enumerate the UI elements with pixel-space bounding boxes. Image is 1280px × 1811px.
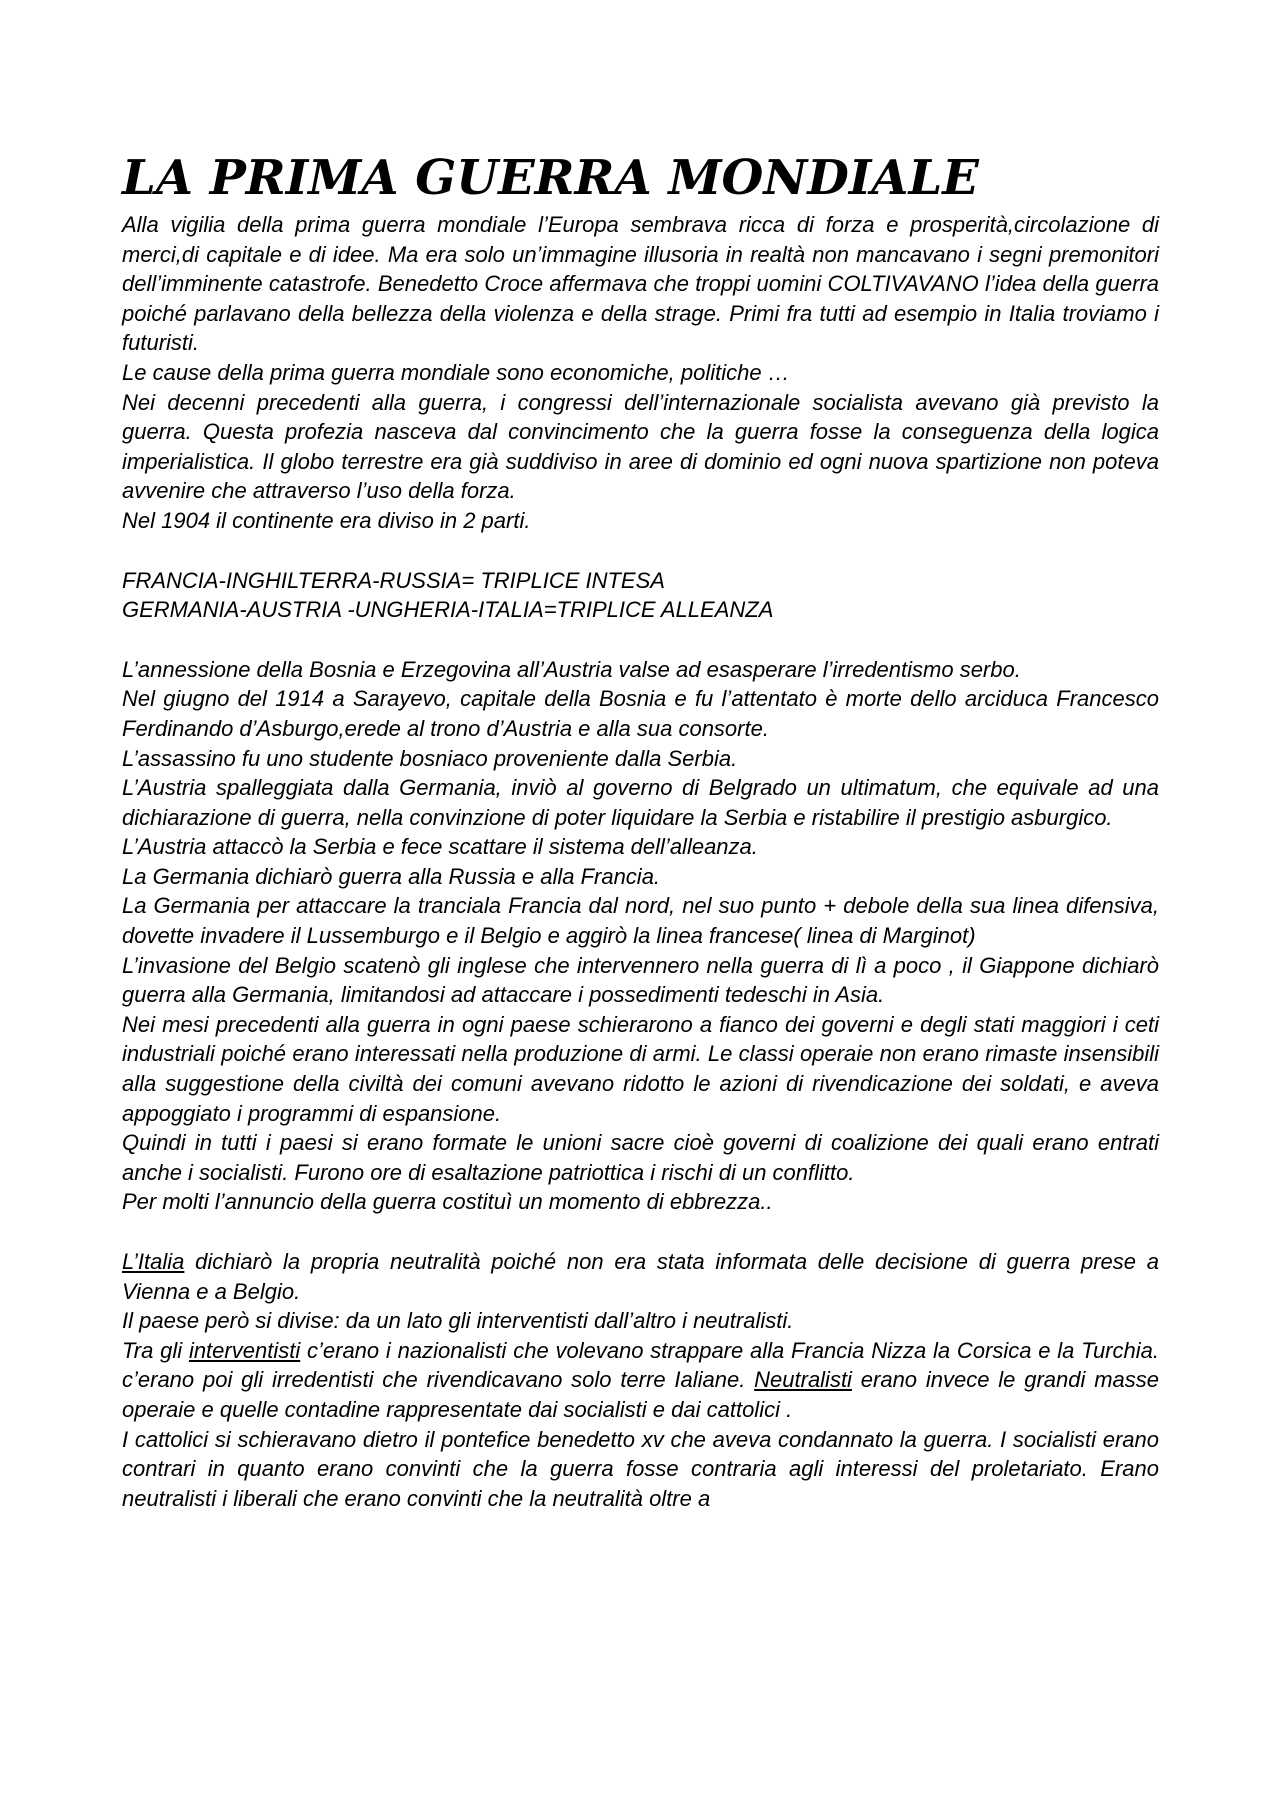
document-body	[122, 210, 1159, 1513]
paragraph: Quindi in tutti i paesi si erano formate le unioni sacre cioè governi di coalizione dei quali erano entrati anche i socialisti. Furono ore di esaltazione patriottica i rischi di un conflitto.	[122, 1130, 1159, 1185]
paragraph	[122, 1336, 1159, 1425]
paragraph: L’assassino fu uno studente bosniaco proveniente dalla Serbia.	[122, 745, 738, 771]
spacer	[122, 625, 1159, 655]
paragraph: Il paese però si divise: da un lato gli interventisti dall’altro i neutralisti.	[122, 1308, 794, 1334]
paragraph: Nel giugno del 1914 a Sarayevo, capitale della Bosnia e fu l’attentato è morte dello arciduca Francesco Ferdinando d’Asburgo,erede al trono d’Austria e alla sua consorte.	[122, 686, 1159, 741]
paragraph: Alla vigilia della prima guerra mondiale l’Europa sembrava ricca di forza e prosperità,circolazione di merci,di capitale e di idee. Ma era solo un’immagine illusoria in realtà non mancavano i segni premonitori dell’imminente catastrofe. Benedetto Croce affermava che troppi uomini COLTIVAVANO l’idea della guerra poiché parlavano della bellezza della violenza e della strage. Primi fra tutti ad esempio in Italia troviamo i futuristi.	[122, 212, 1159, 356]
paragraph: L’Austria spalleggiata dalla Germania, inviò al governo di Belgrado un ultimatum, che equivale ad una dichiarazione di guerra, nella convinzione di poter liquidare la Serbia e ristabilire il prestigio asburgico.	[122, 775, 1159, 830]
paragraph: Nei mesi precedenti alla guerra in ogni paese schierarono a fianco dei governi e degli stati maggiori i ceti industriali poiché erano interessati nella produzione di armi. Le classi operaie non erano rimaste insensibili alla suggestione della civiltà dei comuni avevano ridotto le azioni di rivendicazione dei soldati, e aveva appoggiato i programmi di espansione.	[122, 1011, 1159, 1126]
paragraph: I cattolici si schieravano dietro il pontefice benedetto xv che aveva condannato la guerra. I socialisti erano contrari in quanto erano convinti che la guerra fosse contraria agli interessi del proletariato. Erano neutralisti i liberali che erano convinti che la neutralità oltre a	[122, 1426, 1159, 1511]
spacer	[122, 1217, 1159, 1247]
page-title: LA PRIMA GUERRA MONDIALE	[122, 150, 979, 206]
spacer	[122, 536, 1159, 566]
underlined-term: Neutralisti	[754, 1367, 852, 1393]
paragraph: Per molti l’annuncio della guerra costituì un momento di ebbrezza..	[122, 1189, 773, 1215]
paragraph-text: dichiarò la propria neutralità poiché non era stata informata delle decisione di guerra prese a Vienna e a Belgio.	[122, 1249, 1159, 1304]
paragraph: La Germania per attaccare la tranciala Francia dal nord, nel suo punto + debole della sua linea difensiva, dovette invadere il Lussemburgo e il Belgio e aggirò la linea francese( linea di Marginot)	[122, 893, 1159, 949]
underlined-term: interventisti	[188, 1337, 301, 1363]
paragraph: La Germania dichiarò guerra alla Russia e alla Francia.	[122, 863, 661, 889]
paragraph-text: erano invece le grandi masse operaie e quelle contadine rappresentate dai socialisti e dai cattolici .	[122, 1367, 1159, 1422]
paragraph: L’invasione del Belgio scatenò gli inglese che intervennero nella guerra di lì a poco , il Giappone dichiarò guerra alla Germania, limitandosi ad attaccare i possedimenti tedeschi in Asia.	[122, 952, 1159, 1008]
paragraph: L’annessione della Bosnia e Erzegovina all’Austria valse ad esasperare l’irredentismo serbo.	[122, 656, 1021, 682]
paragraph: L’Austria attaccò la Serbia e fece scattare il sistema dell’alleanza.	[122, 834, 758, 860]
paragraph: Nel 1904 il continente era diviso in 2 parti.	[122, 507, 531, 533]
paragraph: Le cause della prima guerra mondiale sono economiche, politiche …	[122, 359, 790, 385]
underlined-term: L’Italia	[122, 1249, 185, 1274]
paragraph-text: c’erano i nazionalisti che volevano strappare alla Francia Nizza la Corsica e la Turchia. c’erano poi gli irredentisti che rivendicavano solo terre Ialiane.	[122, 1337, 1159, 1393]
paragraph: Nei decenni precedenti alla guerra, i congressi dell’internazionale socialista avevano già previsto la guerra. Questa profezia nasceva dal convincimento che la guerra fosse la conseguenza della logica imperialistica. Il globo terrestre era già suddiviso in aree di dominio ed ogni nuova spartizione non poteva avvenire che attraverso l’uso della forza.	[122, 389, 1159, 504]
alliance-line: FRANCIA-INGHILTERRA-RUSSIA= TRIPLICE INTESA	[122, 567, 665, 593]
paragraph-text: Tra gli	[122, 1337, 189, 1363]
alliance-line: GERMANIA-AUSTRIA -UNGHERIA-ITALIA=TRIPLICE ALLEANZA	[122, 597, 774, 623]
paragraph	[122, 1247, 1159, 1306]
